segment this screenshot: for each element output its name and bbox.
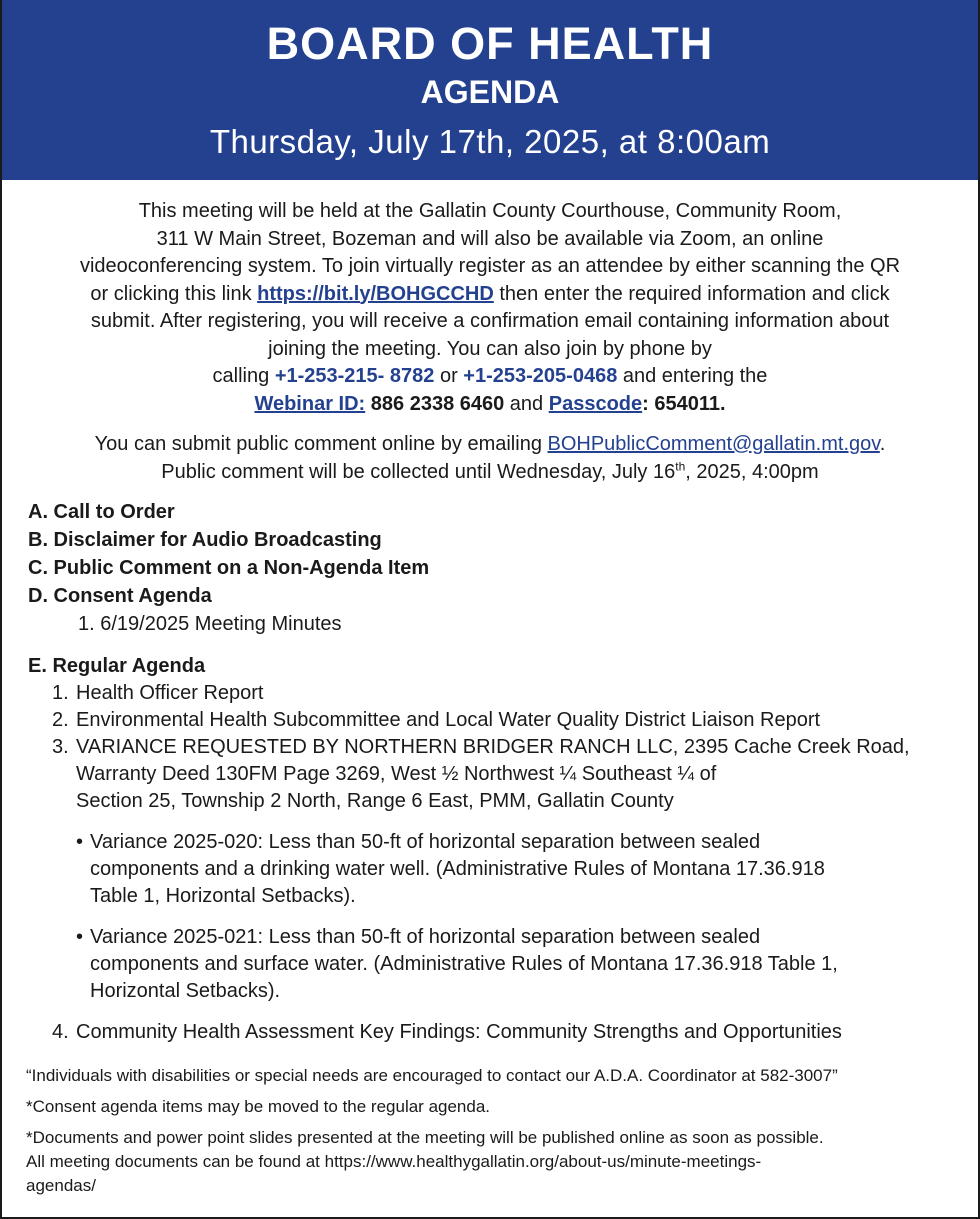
item-number: 1.	[52, 682, 69, 704]
consent-item-minutes: 1. 6/19/2025 Meeting Minutes	[78, 613, 342, 635]
phone-number-1: +1-253-215- 8782	[274, 365, 435, 387]
webinar-id: 886 2338 6460	[365, 392, 505, 415]
documents-note: agendas/	[26, 1176, 96, 1195]
item-text-continued: Warranty Deed 130FM Page 3269, West ½ Northwest ¼ Southeast ¼ of	[76, 763, 717, 785]
registration-link[interactable]: https://bit.ly/BOHGCCHD	[257, 282, 494, 305]
intro-line	[24, 281, 956, 309]
variance-2025-021	[28, 924, 978, 1005]
phone-number-2: +1-253-205-0468	[463, 365, 618, 387]
public-comment-info	[2, 430, 978, 486]
intro-line: 311 W Main Street, Bozeman and will also be available via Zoom, an online	[156, 227, 824, 250]
agenda-subtitle: AGENDA	[420, 74, 560, 110]
intro-text: and	[504, 392, 549, 415]
board-title: BOARD OF HEALTH	[266, 18, 714, 69]
header-banner	[2, 0, 978, 180]
intro-line	[24, 391, 956, 419]
variance-line: components and a drinking water well. (Administrative Rules of Montana 17.36.918	[90, 858, 825, 880]
ada-notice: “Individuals with disabilities or special needs are encouraged to contact our A.D.A. Coordinator at 582-3007”	[26, 1066, 838, 1085]
intro-text: and entering the	[617, 365, 768, 387]
section-disclaimer: B. Disclaimer for Audio Broadcasting	[28, 529, 382, 551]
agenda-item-1	[28, 680, 978, 707]
meeting-date: Thursday, July 17th, 2025, at 8:00am	[209, 123, 771, 160]
agenda-item-2	[28, 707, 978, 734]
intro-text: calling	[212, 365, 275, 387]
intro-text: then enter the required information and click	[493, 282, 890, 305]
item-number: 2.	[52, 709, 69, 731]
intro-text: or	[434, 365, 464, 387]
variance-2025-020	[28, 829, 978, 910]
intro-line: submit. After registering, you will receive a confirmation email containing information about	[90, 310, 890, 332]
variance-line: Variance 2025-021: Less than 50-ft of horizontal separation between sealed	[90, 926, 761, 948]
section-public-comment: C. Public Comment on a Non-Agenda Item	[28, 557, 430, 579]
agenda-item-3	[28, 734, 978, 761]
agenda-item-4	[28, 1019, 978, 1046]
variance-line: Table 1, Horizontal Setbacks).	[90, 885, 356, 907]
item-text: Environmental Health Subcommittee and Local Water Quality District Liaison Report	[76, 709, 821, 731]
intro-line	[24, 363, 956, 391]
comment-line	[24, 458, 956, 486]
item-number: 4.	[52, 1021, 69, 1043]
intro-line: This meeting will be held at the Gallatin County Courthouse, Community Room,	[138, 200, 842, 222]
documents-note: *Documents and power point slides presented at the meeting will be published online as soon as possible.	[26, 1128, 824, 1147]
footer-notes	[2, 1064, 978, 1198]
item-text: VARIANCE REQUESTED BY NORTHERN BRIDGER RANCH LLC, 2395 Cache Creek Road,	[76, 736, 910, 758]
intro-text: or clicking this link	[90, 282, 258, 305]
comment-text: Public comment will be collected until Wednesday, July 16	[161, 461, 676, 483]
passcode: : 654011.	[642, 392, 726, 415]
intro-line: videoconferencing system. To join virtually register as an attendee by either scanning the QR	[79, 255, 901, 277]
bullet-icon: •	[76, 831, 84, 853]
documents-note: All meeting documents can be found at https://www.healthygallatin.org/about-us/minute-meetings-	[26, 1152, 762, 1171]
comment-text: , 2025, 4:00pm	[685, 461, 819, 483]
ordinal-suffix: th	[675, 459, 686, 474]
comment-line	[24, 430, 956, 458]
variance-line: Horizontal Setbacks).	[90, 980, 281, 1002]
meeting-info	[2, 180, 978, 418]
consent-note: *Consent agenda items may be moved to the regular agenda.	[26, 1097, 491, 1116]
webinar-id-label: Webinar ID:	[254, 392, 366, 415]
agenda-list	[2, 498, 978, 1046]
comment-text: You can submit public comment online by emailing	[94, 433, 548, 455]
comment-email-link[interactable]: BOHPublicComment@gallatin.mt.gov	[547, 433, 880, 455]
item-text: Health Officer Report	[76, 682, 264, 704]
section-consent-agenda: D. Consent Agenda	[28, 585, 212, 607]
item-text: Community Health Assessment Key Findings: Community Strengths and Opportunities	[76, 1021, 842, 1043]
passcode-label: Passcode	[548, 392, 643, 415]
section-call-to-order: A. Call to Order	[28, 501, 175, 523]
item-number: 3.	[52, 736, 69, 758]
item-text-continued: Section 25, Township 2 North, Range 6 East, PMM, Gallatin County	[76, 790, 674, 812]
section-regular-agenda: E. Regular Agenda	[28, 655, 206, 677]
intro-line: joining the meeting. You can also join by phone by	[268, 337, 712, 360]
comment-text: .	[879, 433, 886, 455]
variance-line: components and surface water. (Administrative Rules of Montana 17.36.918 Table 1,	[90, 953, 838, 975]
variance-line: Variance 2025-020: Less than 50-ft of horizontal separation between sealed	[90, 831, 761, 853]
bullet-icon: •	[76, 926, 84, 948]
